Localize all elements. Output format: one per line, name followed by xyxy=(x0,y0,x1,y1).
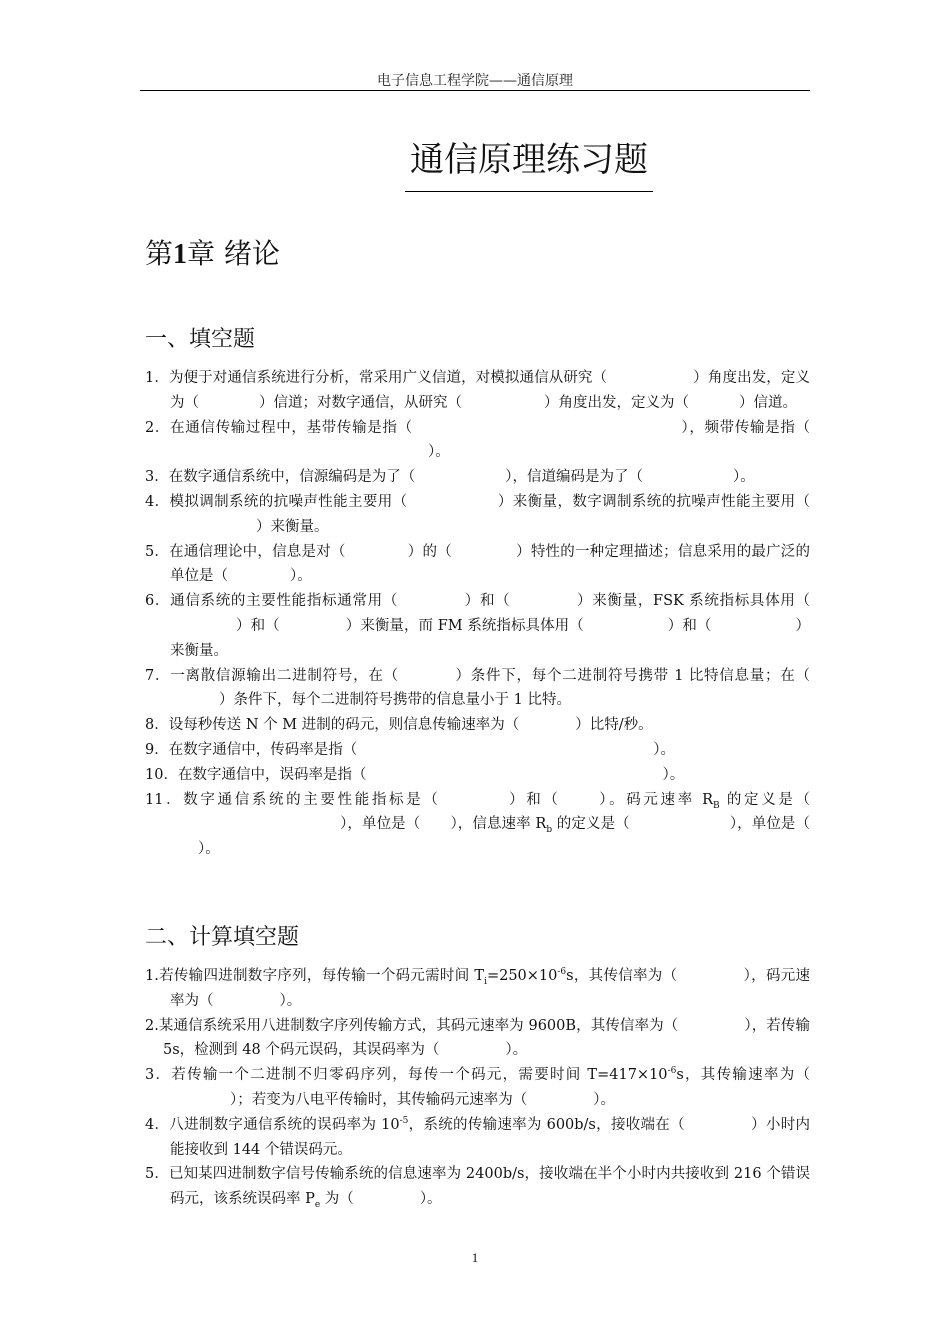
question-5: 5．在通信理论中，信息是对（ ）的（ ）特性的一种定理描述；信息采用的最广泛的单位是（ ）。 xyxy=(145,543,811,585)
chapter-heading xyxy=(145,232,280,272)
calculation-question-list xyxy=(145,964,810,1212)
calc-question-2: 2.某通信系统采用八进制数字序列传输方式，其码元速率为 9600B，其传信率为（ ），若传输 5s，检测到 48 个码元误码，其误码率为（ ）。 xyxy=(145,1017,810,1059)
calc-question-4: 4．八进制数字通信系统的误码率为 $10^{-5}$，系统的传输速率为 600b/s，接收端在（ ）小时内能接收到 144 个错误码元。 xyxy=(145,1115,810,1158)
question-8: 8．设每秒传送 N 个 M 进制的码元，则信息传输速率为（ ）比特/秒。 xyxy=(145,717,653,734)
chapter-prefix: 第 xyxy=(145,237,174,270)
calc-question-3: 3．若传输一个二进制不归零码序列，每传一个码元，需要时间 $T=417\times 10^{-6}s$，其传输速率为（）；若变为八电平传输时，其传输码元速率为（ ）。 xyxy=(145,1066,810,1108)
header-rule xyxy=(140,90,810,91)
question-11: 11．数字通信系统的主要性能指标是（ ）和（ ）。码元速率 $R_B$ 的定义是（），单位是（ ），信息速率 $R_b$ 的定义是（ ），单位是（）。 xyxy=(145,791,811,858)
section-heading-fill-blank: 一、填空题 xyxy=(145,327,256,352)
section-heading-calculation: 二、计算填空题 xyxy=(145,925,300,950)
question-4: 4．模拟调制系统的抗噪声性能主要用（ ）来衡量，数字调制系统的抗噪声性能主要用（）来衡量。 xyxy=(145,493,810,535)
question-6: 6．通信系统的主要性能指标通常用（ ）和（ ）来衡量，FSK 系统指标具体用（）和（ ）来衡量，而 FM 系统指标具体用（ ）和（ ）来衡量。 xyxy=(145,593,811,659)
document-title: 通信原理练习题 xyxy=(405,132,653,192)
question-2: 2．在通信传输过程中，基带传输是指（ ），频带传输是指（）。 xyxy=(145,419,811,461)
question-10: 10．在数字通信中，误码率是指（ ）。 xyxy=(145,766,685,783)
chapter-number: 1 xyxy=(173,239,188,270)
page-header: 电子信息工程学院——通信原理 xyxy=(377,73,573,89)
fill-blank-question-list xyxy=(145,366,810,862)
page-number: 1 xyxy=(471,1250,479,1265)
calc-question-1: 1.若传输四进制数字序列，每传输一个码元需时间 $T_i=250\times 10^{-6}s$，其传信率为（ ），码元速率为（ ）。 xyxy=(145,967,811,1009)
question-9: 9．在数字通信中，传码率是指（ ）。 xyxy=(145,741,675,758)
calc-question-5: 5．已知某四进制数字信号传输系统的信息速率为 2400b/s，接收端在半个小时内共接收到 216 个错误码元，该系统误码率 $P_e$ 为（ ）。 xyxy=(145,1166,810,1211)
question-1: 1．为便于对通信系统进行分析，常采用广义信道，对模拟通信从研究（ ）角度出发，定义为（ ）信道；对数字通信，从研究（ ）角度出发，定义为（ ）信道。 xyxy=(145,370,811,411)
question-3: 3．在数字通信系统中，信源编码是为了（ ），信道编码是为了（ ）。 xyxy=(145,469,755,486)
question-7: 7．一离散信源输出二进制符号，在（ ）条件下，每个二进制符号携带 1 比特信息量；在（）条件下，每个二进制符号携带的信息量小于 1 比特。 xyxy=(145,667,810,709)
chapter-title: 章 绪论 xyxy=(187,237,280,270)
